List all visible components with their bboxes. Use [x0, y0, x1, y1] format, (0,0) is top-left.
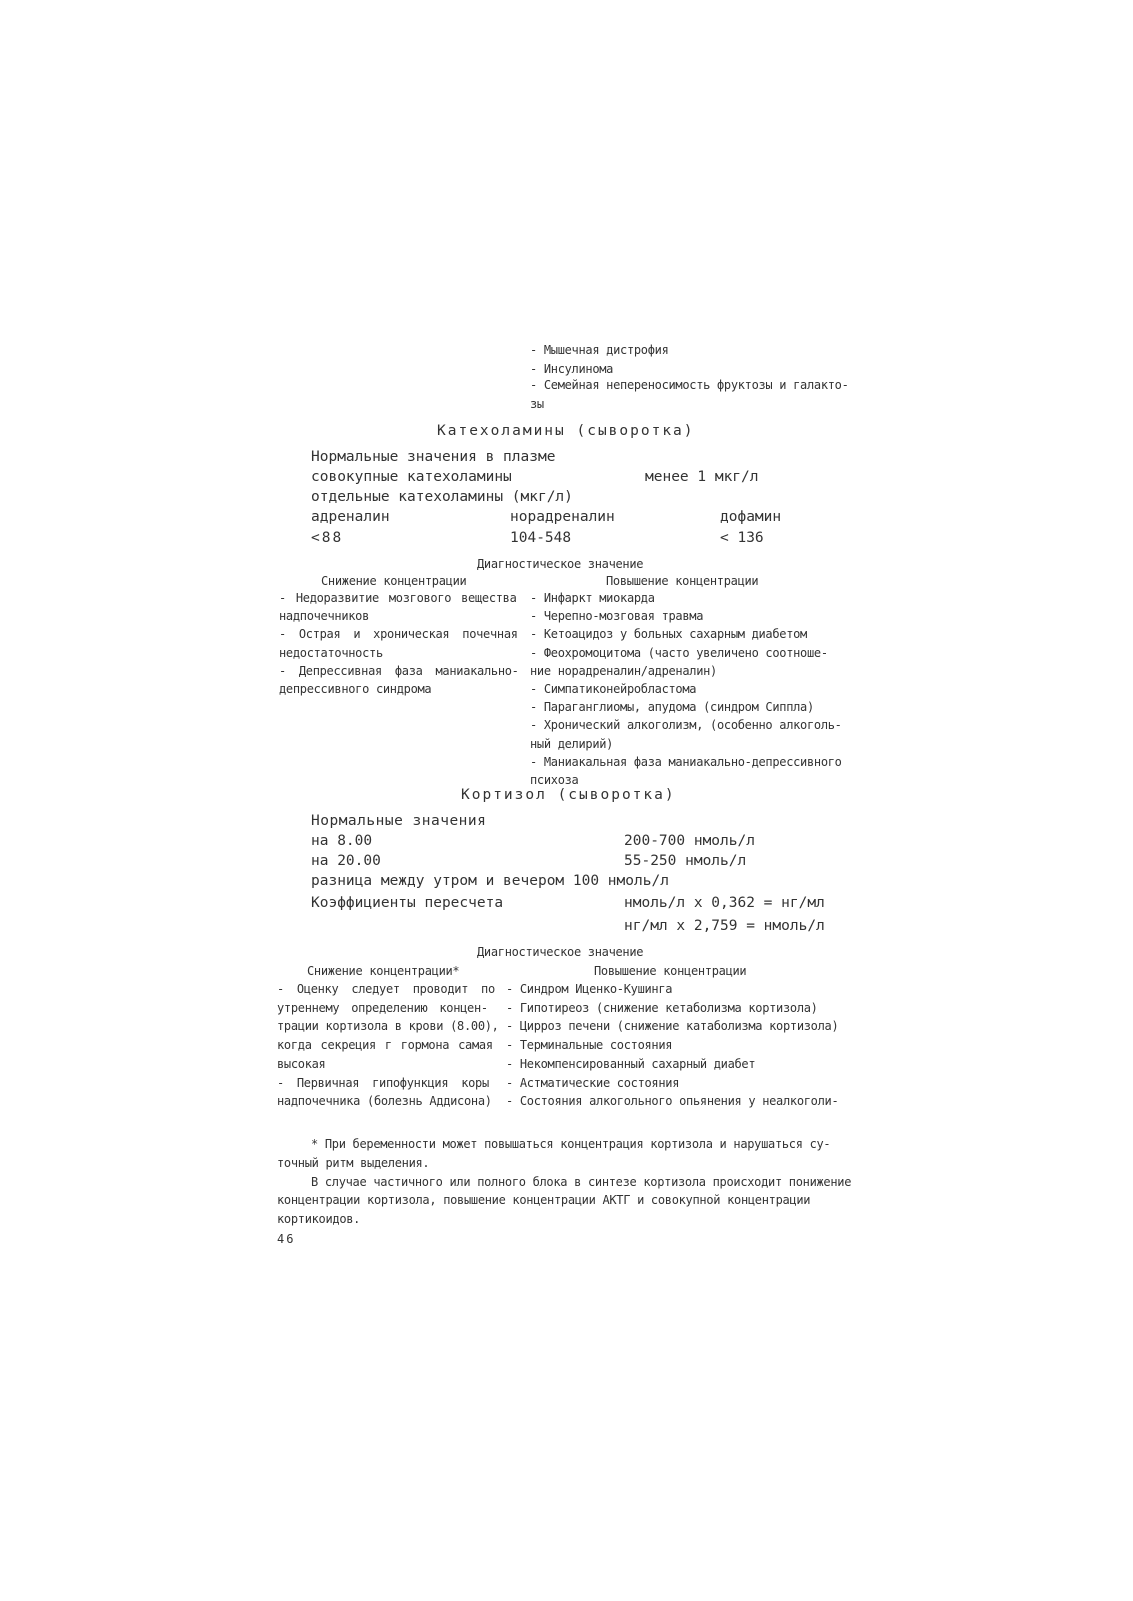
total-catecholamines-value: менее 1 мкг/л: [645, 469, 759, 485]
cortisol-normal-label: Нормальные значения: [311, 813, 487, 829]
catecholamines-title: Катехоламины (сыворотка): [437, 423, 695, 439]
top-list-item: - Мышечная дистрофия: [530, 343, 669, 357]
list-item: - Инфаркт миокарда: [530, 591, 655, 605]
cortisol-at8-value: 200-700 нмоль/л: [624, 833, 755, 849]
list-item: ние норадреналин/адреналин): [530, 663, 717, 678]
cortisol-diag-title: Диагностическое значение: [477, 945, 644, 959]
catecholamines-normal-label: Нормальные значения в плазме: [311, 449, 556, 465]
footnote-line: * При беременности может повышаться концентрация кортизола и нарушаться су-: [311, 1137, 831, 1151]
catecholamines-diag-title: Диагностическое значение: [477, 557, 644, 571]
cortisol-at8-label: на 8.00: [311, 833, 373, 849]
list-item: - Параганглиомы, апудома (синдром Сиппла): [530, 700, 814, 715]
footnote-line: концентрации кортизола, повышение концентрации АКТГ и совокупной концентрации: [277, 1193, 811, 1207]
list-item: психоза: [530, 773, 579, 788]
list-item: ный делирий): [530, 736, 614, 751]
footnote-line: В случае частичного или полного блока в синтезе кортизола происходит понижение: [311, 1175, 852, 1189]
cortisol-increase-header: Повышение концентрации: [594, 964, 747, 978]
list-item: - Цирроз печени (снижение катаболизма кортизола): [506, 1019, 839, 1034]
dopamine-value: < 136: [720, 530, 764, 546]
list-item: - Астматические состояния: [506, 1075, 680, 1090]
adrenaline-value: <88: [311, 530, 344, 546]
catecholamines-decrease-header: Снижение концентрации: [321, 574, 467, 588]
total-catecholamines-label: совокупные катехоламины: [311, 469, 512, 485]
cortisol-decrease-header: Снижение концентрации*: [307, 964, 460, 978]
cortisol-title: Кортизол (сыворотка): [461, 787, 676, 803]
list-item: - Гипотиреоз (снижение кетаболизма кортизола): [506, 1000, 818, 1015]
catecholamines-increase-list: [530, 589, 860, 789]
footnote-line: кортикоидов.: [277, 1212, 361, 1226]
adrenaline-label: адреналин: [311, 509, 390, 525]
top-list-item: - Инсулинома: [530, 362, 614, 376]
list-item: - Депрессивная фаза маниакально-: [279, 663, 519, 678]
list-item: утреннему определению концен-: [277, 1000, 488, 1015]
catecholamines-decrease-list: [279, 589, 529, 698]
list-item: - Терминальные состояния: [506, 1038, 673, 1053]
list-item: - Острая и хроническая почечная: [279, 627, 518, 642]
list-item: - Кетоацидоз у больных сахарным диабетом: [530, 627, 807, 642]
catecholamines-increase-header: Повышение концентрации: [606, 574, 759, 588]
cortisol-at20-value: 55-250 нмоль/л: [624, 853, 747, 869]
list-item: - Первичная гипофункция коры: [277, 1075, 489, 1090]
list-item: надпочечника (болезнь Аддисона): [277, 1094, 492, 1109]
list-item: - Состояния алкогольного опьянения у неалкоголи-: [506, 1094, 839, 1109]
top-list-item: зы: [530, 397, 544, 411]
list-item: высокая: [277, 1056, 326, 1071]
list-item: - Оценку следует проводит по: [277, 982, 495, 996]
list-item: недостаточность: [279, 645, 383, 660]
dopamine-label: дофамин: [720, 509, 782, 525]
list-item: - Симпатиконейробластома: [530, 682, 697, 697]
list-item: - Синдром Иценко-Кушинга: [506, 982, 673, 996]
separate-catecholamines-label: отдельные катехоламины (мкг/л): [311, 489, 573, 505]
list-item: - Хронический алкоголизм, (особенно алкоголь-: [530, 718, 842, 733]
list-item: - Феохромоцитома (часто увеличено соотноше-: [530, 645, 828, 660]
page-number: 46: [277, 1232, 296, 1246]
top-list-item: - Семейная непереносимость фруктозы и галакто-: [530, 378, 849, 392]
footnote-line: точный ритм выделения.: [277, 1156, 430, 1170]
cortisol-decrease-list: [277, 980, 517, 1111]
list-item: - Черепно-мозговая травма: [530, 609, 704, 624]
list-item: - Маниакальная фаза маниакально-депрессивного: [530, 754, 842, 769]
list-item: - Некомпенсированный сахарный диабет: [506, 1056, 756, 1071]
cortisol-diff-text: разница между утром и вечером 100 нмоль/л: [311, 873, 669, 889]
list-item: трации кортизола в крови (8.00),: [277, 1019, 499, 1034]
noradrenaline-label: норадреналин: [510, 509, 615, 525]
list-item: - Недоразвитие мозгового вещества: [279, 591, 517, 605]
list-item: надпочечников: [279, 609, 370, 624]
noradrenaline-value: 104-548: [510, 530, 572, 546]
list-item: депрессивного синдрома: [279, 682, 432, 697]
list-item: когда секреция г гормона самая: [277, 1038, 493, 1053]
cortisol-at20-label: на 20.00: [311, 853, 381, 869]
cortisol-increase-list: [506, 980, 856, 1111]
cortisol-coef2: нг/мл x 2,759 = нмоль/л: [624, 918, 825, 934]
cortisol-coef-label: Коэффициенты пересчета: [311, 895, 504, 911]
cortisol-coef1: нмоль/л x 0,362 = нг/мл: [624, 895, 825, 911]
